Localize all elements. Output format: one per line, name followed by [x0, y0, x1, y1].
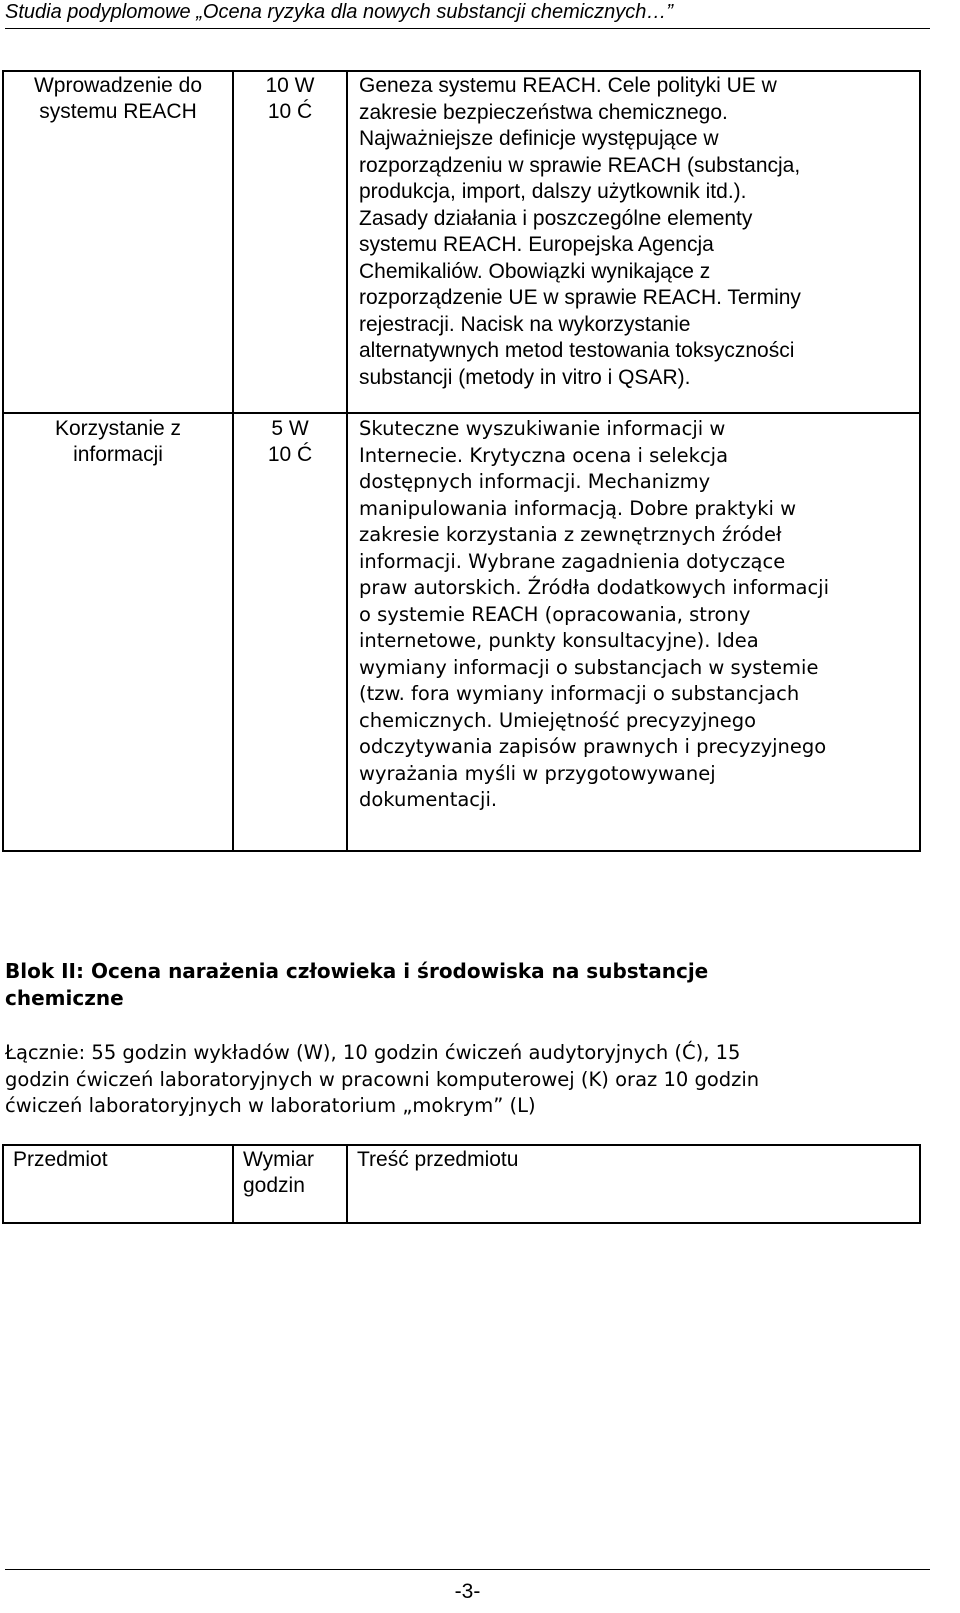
content-line: zakresie bezpieczeństwa chemicznego.	[359, 100, 728, 124]
content-line: wyrażania myśli w przygotowywanej	[359, 761, 716, 785]
header-content: Treść przedmiotu	[357, 1148, 519, 1171]
content-line: Najważniejsze definicje występujące w	[359, 127, 719, 150]
subject-line: Korzystanie z	[54, 417, 182, 440]
content-line: dokumentacji.	[359, 788, 498, 811]
page-footer	[5, 1569, 930, 1605]
page-number: -3-	[454, 1580, 481, 1603]
header-subject-cell	[3, 1145, 233, 1223]
content-line: informacji. Wybrane zagadnienia dotyczące	[359, 549, 786, 573]
content-line: chemicznych. Umiejętność precyzyjnego	[359, 708, 757, 732]
content-line: Zasady działania i poszczególne elementy	[359, 206, 753, 230]
content-cell	[347, 413, 920, 851]
content-line: rejestracji. Nacisk na wykorzystanie	[359, 312, 691, 336]
subject-line: Wprowadzenie do	[33, 74, 203, 97]
content-line: Geneza systemu REACH. Cele polityki UE w	[359, 74, 777, 97]
content-line: Internecie. Krytyczna ocena i selekcja	[359, 443, 729, 467]
content-line: internetowe, punkty konsultacyjne). Idea	[359, 629, 759, 652]
page-header-title: Studia podyplomowe „Ocena ryzyka dla nowych substancji chemicznych…”	[5, 1, 674, 23]
header-hours-line: godzin	[243, 1174, 305, 1197]
block-summary	[5, 1040, 925, 1120]
content-line: Skuteczne wyszukiwanie informacji w	[359, 417, 726, 440]
content-line: Chemikaliów. Obowiązki wynikające z	[359, 259, 711, 283]
content-line: odczytywania zapisów prawnych i precyzyjnego	[359, 735, 827, 758]
header-subject: Przedmiot	[13, 1148, 108, 1171]
block-summary-line: Łącznie: 55 godzin wykładów (W), 10 godzin ćwiczeń audytoryjnych (Ć), 15	[5, 1041, 741, 1064]
hours-line: 10 Ć	[267, 100, 313, 123]
content-line: dostępnych informacji. Mechanizmy	[359, 470, 711, 493]
block-summary-line: godzin ćwiczeń laboratoryjnych w pracowni komputerowej (K) oraz 10 godzin	[5, 1067, 760, 1091]
hours-cell	[233, 71, 347, 413]
block-title-line: Blok II: Ocena narażenia człowieka i środowiska na substancje	[5, 959, 709, 983]
page-header	[5, 0, 930, 29]
content-line: produkcja, import, dalszy użytkownik itd.).	[359, 180, 747, 203]
block-title-line: chemiczne	[5, 986, 124, 1010]
content-line: wymiany informacji o substancjach w systemie	[359, 655, 819, 679]
header-hours-line: Wymiar	[243, 1148, 314, 1171]
course-table-block-1	[2, 70, 921, 852]
content-line: o systemie REACH (opracowania, strony	[359, 602, 751, 626]
table-row	[3, 71, 920, 413]
content-line: alternatywnych metod testowania toksyczności	[359, 339, 795, 362]
content-line: zakresie korzystania z zewnętrznych źródeł	[359, 523, 782, 546]
header-content-cell	[347, 1145, 920, 1223]
block-summary-line: ćwiczeń laboratoryjnych w laboratorium „mokrym” (L)	[5, 1094, 536, 1117]
hours-line: 10 W	[265, 74, 315, 97]
subject-cell	[3, 71, 233, 413]
hours-line: 10 Ć	[267, 443, 313, 466]
block-title	[5, 958, 925, 1012]
header-hours-cell	[233, 1145, 347, 1223]
subject-line: systemu REACH	[39, 100, 197, 123]
content-line: manipulowania informacją. Dobre praktyki w	[359, 496, 797, 520]
table-header-row	[3, 1145, 920, 1223]
table-row	[3, 413, 920, 851]
hours-line: 5 W	[271, 417, 309, 440]
content-line: rozporządzeniu w sprawie REACH (substancja,	[359, 153, 801, 177]
content-line: rozporządzenie UE w sprawie REACH. Terminy	[359, 286, 801, 309]
content-cell	[347, 71, 920, 413]
content-line: substancji (metody in vitro i QSAR).	[359, 365, 691, 389]
hours-cell	[233, 413, 347, 851]
course-table-block-2	[2, 1144, 921, 1224]
content-line: systemu REACH. Europejska Agencja	[359, 233, 714, 256]
subject-cell	[3, 413, 233, 851]
content-line: (tzw. fora wymiany informacji o substancjach	[359, 682, 800, 705]
subject-line: informacji	[73, 443, 163, 466]
content-line: praw autorskich. Źródła dodatkowych informacji	[359, 576, 830, 599]
